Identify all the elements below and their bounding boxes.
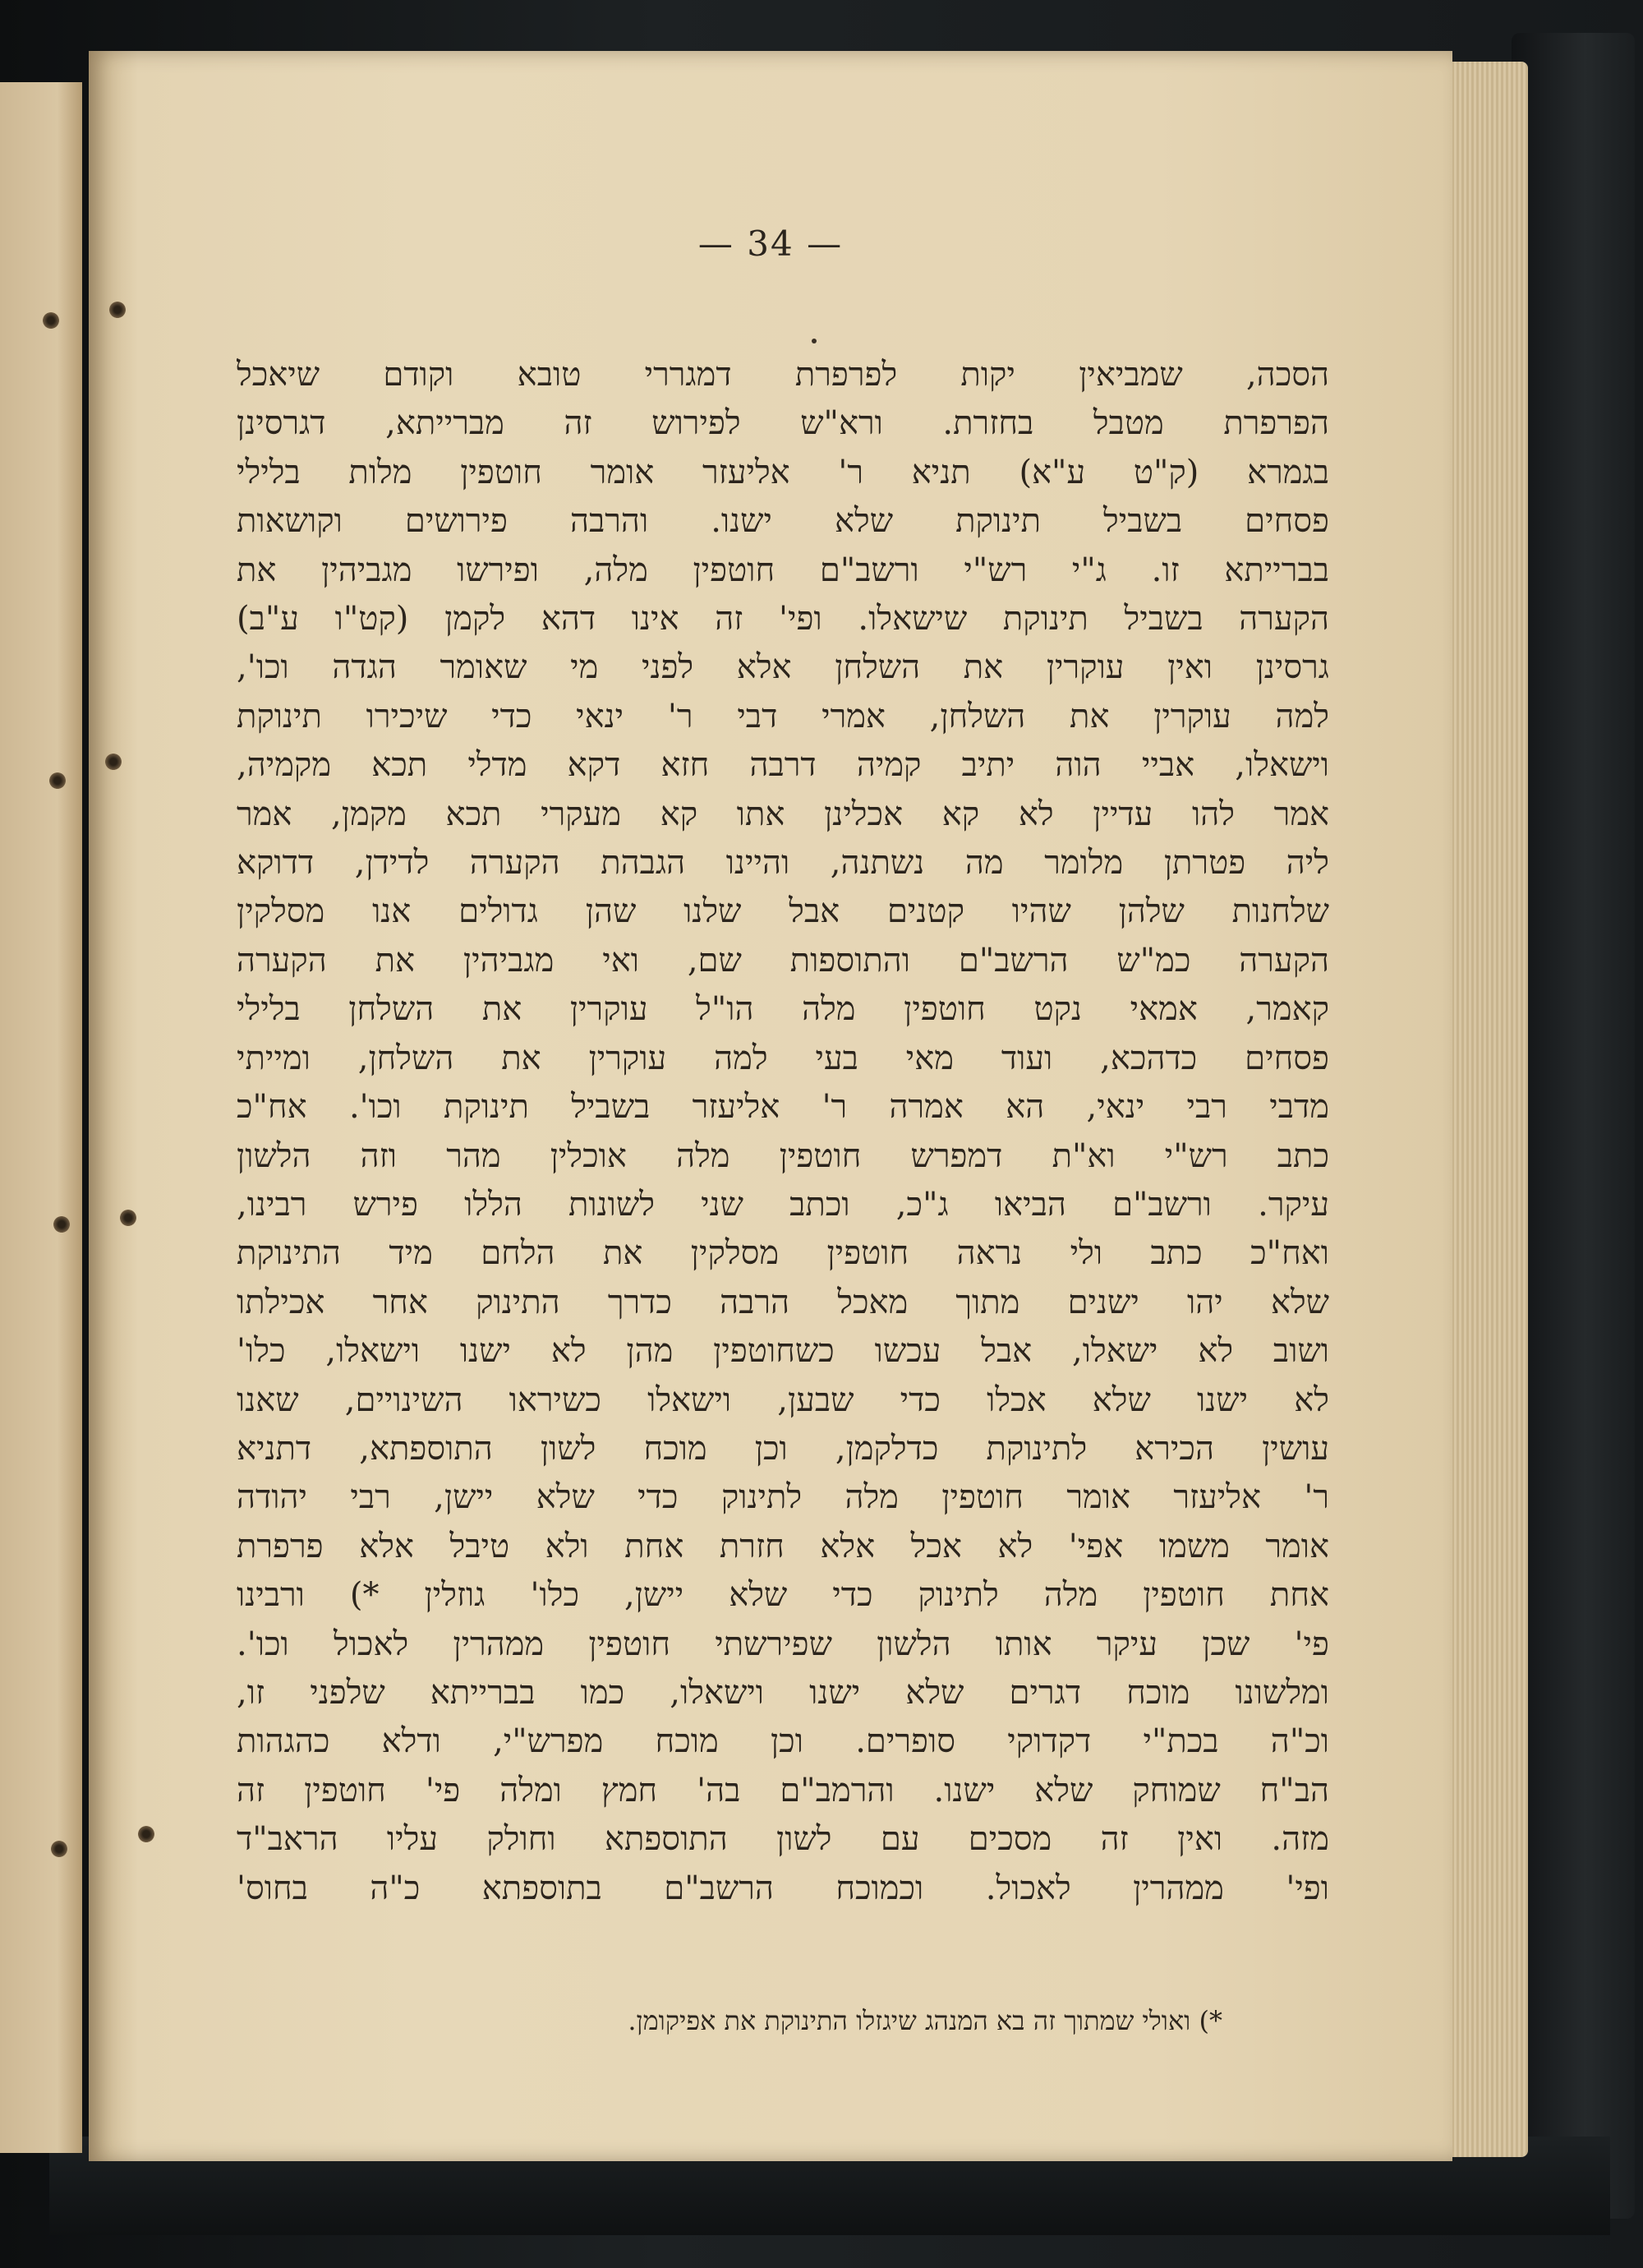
text-line: ואח"כ כתב ולי נראה חוטפין מסלקין את הלחם מיד התינוקת	[237, 1234, 1329, 1273]
text-line: אמר להו עדיין לא קא אכלינן אתו קא מעקרי תכא מקמן, אמר	[237, 795, 1329, 833]
text-line: ר' אליעזר אומר חוטפין מלה לתינוק כדי שלא יישן, רבי יהודה	[237, 1478, 1329, 1517]
facing-page-left	[0, 82, 82, 2153]
text-line: עושין הכירא לתינוקת כדלקמן, וכן מוכח לשון התוספתא, דתניא	[237, 1429, 1329, 1468]
book-cover-right-edge	[1512, 33, 1635, 2219]
text-line: ומלשונו מוכח דגרים שלא ישנו וישאלו, כמו בברייתא שלפני זו,	[237, 1673, 1329, 1712]
text-line: פסחים כדהכא, ועוד מאי בעי למה עוקרין את השלחן, ומייתי	[237, 1039, 1329, 1077]
text-line: הקערה כמ"ש הרשב"ם והתוספות שם, ואי מגביהין את הקערה	[237, 941, 1329, 980]
text-line: מזה. ואין זה מסכים עם לשון התוספתא וחולק עליו הראב"ד	[237, 1820, 1329, 1859]
binding-hole	[138, 1826, 154, 1842]
ink-dot	[812, 339, 817, 343]
text-line: שלא יהו ישנים מתוך מאכל הרבה כדרך התינוק אחר אכילתו	[237, 1283, 1329, 1321]
text-line: וכ"ה בכת"י דקדוקי סופרים. וכן מוכח מפרש"י, ודלא כהגהות	[237, 1722, 1329, 1761]
text-line: פסחים בשביל תינוקת שלא ישנו. והרבה פירושים וקושאות	[237, 502, 1329, 541]
binding-hole	[49, 772, 66, 789]
text-line: כתב רש"י וא"ת דמפרש חוטפין מלה אוכלין מהר וזה הלשון	[237, 1136, 1329, 1175]
binding-hole	[120, 1210, 136, 1226]
text-line: ושוב לא ישאלו, אבל עכשו כשחוטפין מהן לא ישנו וישאלו, כלו'	[237, 1332, 1329, 1371]
book-page	[89, 51, 1452, 2161]
footnote: *) ואולי שמתוך זה בא המנהג שיגזלו התינוקת את אפיקומן.	[628, 2005, 1222, 2036]
text-line: וישאלו, אביי הוה יתיב קמיה דרבה חזא דקא מדלי תכא מקמיה,	[237, 746, 1329, 785]
binding-hole	[43, 312, 59, 329]
text-line: הסכה, שמביאין יקות לפרפרת דמגררי טובא וקודם שיאכל	[237, 356, 1329, 394]
text-line: הב"ח שמוחק שלא ישנו. והרמב"ם בה' חמץ ומלה פי' חוטפין זה	[237, 1771, 1329, 1809]
text-line: פי' שכן עיקר אותו הלשון שפירשתי חוטפין ממהרין לאכול וכו'.	[237, 1625, 1329, 1663]
text-line: קאמר, אמאי נקט חוטפין מלה הו"ל עוקרין את השלחן בלילי	[237, 990, 1329, 1029]
text-line: בברייתא זו. ג"י רש"י ורשב"ם חוטפין מלה, ופירשו מגביהין את	[237, 551, 1329, 589]
page-body-text	[237, 351, 1329, 1913]
binding-hole	[109, 302, 126, 318]
text-line: אומר משמו אפי' לא אכל אלא חזרת אחת ולא טיבל אלא פרפרת	[237, 1527, 1329, 1565]
binding-hole	[105, 754, 122, 770]
text-line: מדבי רבי ינאי, הא אמרה ר' אליעזר בשביל תינוקת וכו'. אח"כ	[237, 1088, 1329, 1127]
text-line: גרסינן ואין עוקרין את השלחן אלא לפני מי שאומר הגדה וכו',	[237, 648, 1329, 687]
text-line: לא ישנו שלא אכלו כדי שבען, וישאלו כשיראו השינויים, שאנו	[237, 1381, 1329, 1419]
binding-hole	[53, 1216, 70, 1233]
text-line: למה עוקרין את השלחן, אמרי דבי ר' ינאי כדי שיכירו תינוקת	[237, 697, 1329, 735]
binding-hole	[51, 1841, 67, 1857]
text-line: ליה פטרתן מלומר מה נשתנה, והיינו הגבהת הקערה לדידן, דדוקא	[237, 844, 1329, 883]
text-line: עיקר. ורשב"ם הביאו ג"כ, וכתב שני לשונות הללו פירש רבינו,	[237, 1185, 1329, 1224]
text-line: הפרפרת מטבל בחזרת. ורא"ש לפירוש זה מברייתא, דגרסינן	[237, 404, 1329, 443]
text-line: בגמרא (ק"ט ע"א) תניא ר' אליעזר אומר חוטפין מלות בלילי	[237, 453, 1329, 491]
text-line: הקערה בשביל תינוקת שישאלו. ופי' זה אינו דהא לקמן (קט"ו ע"ב)	[237, 600, 1329, 638]
text-line: שלחנות שלהן שהיו קטנים אבל שלנו שהן גדולים אנו מסלקין	[237, 892, 1329, 931]
text-line: ופי' ממהרין לאכול. וכמוכח הרשב"ם בתוספתא כ"ה בחוס'	[237, 1869, 1329, 1907]
page-number: — 34 —	[697, 224, 844, 264]
text-line: אחת חוטפין מלה לתינוק כדי שלא יישן, כלו' גוזלין *) ורבינו	[237, 1576, 1329, 1615]
